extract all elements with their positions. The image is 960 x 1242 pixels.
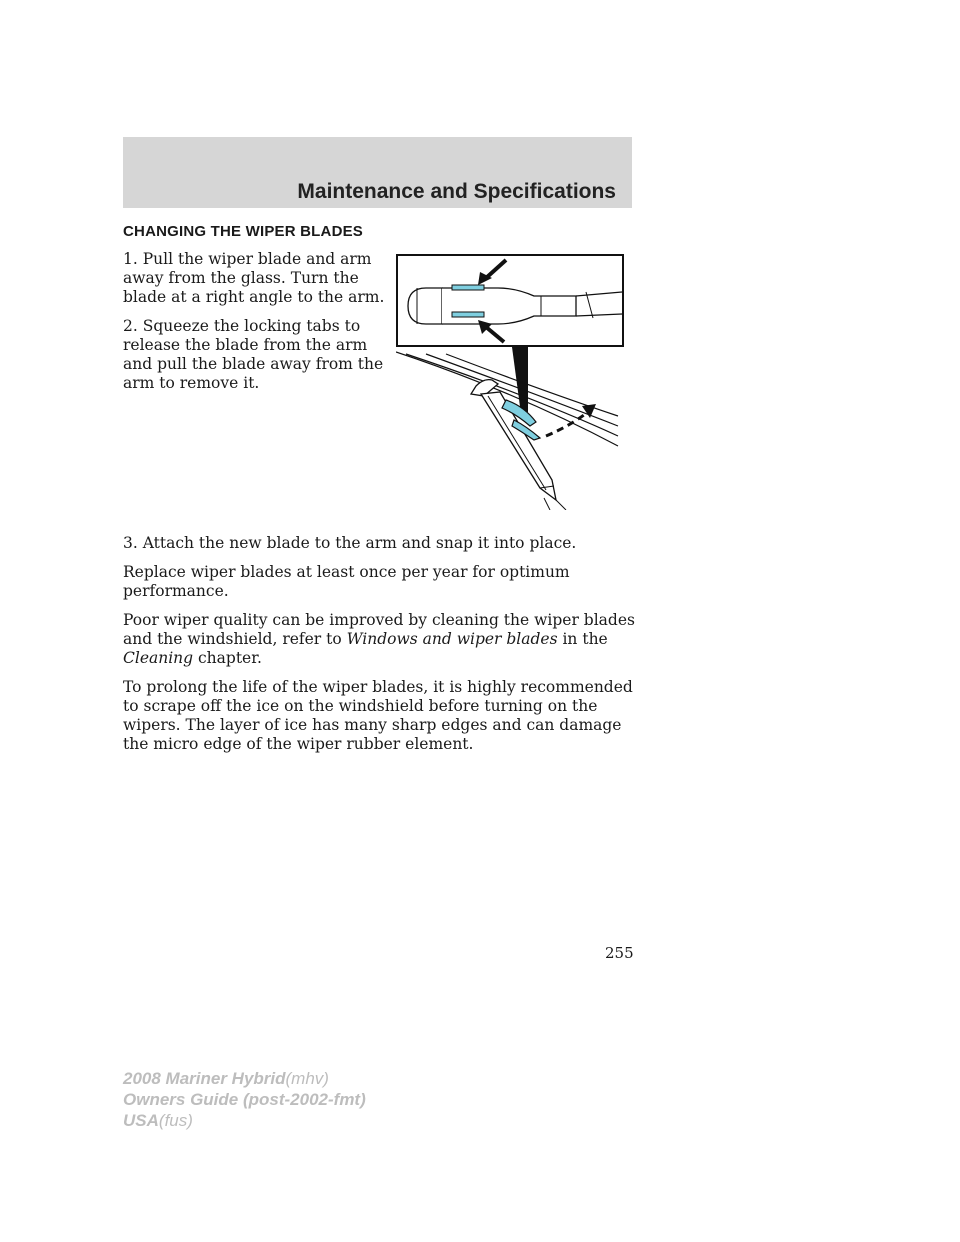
cross-reference-windows-wiper-blades: Windows and wiper blades xyxy=(346,630,558,648)
step-3: 3. Attach the new blade to the arm and snap it into place. xyxy=(123,534,577,552)
page-number: 255 xyxy=(605,944,634,962)
replace-paragraph: Replace wiper blades at least once per year for optimum performance. xyxy=(123,563,570,600)
prolong-paragraph: To prolong the life of the wiper blades, it is highly recommended to scrape off the ice on the windshield before turning on the wipers. The layer of ice has many sharp edges and can damage the micro edge of the wiper rubber element. xyxy=(123,678,633,753)
document-footer xyxy=(123,1068,366,1131)
body-text xyxy=(123,534,643,764)
quality-text-prefix: Poor wiper quality can be improved by cleaning the wiper blades and the windshield, refer to xyxy=(123,611,635,648)
locking-tab-bottom xyxy=(452,312,484,317)
locking-tab-top xyxy=(452,285,484,290)
cross-reference-cleaning-chapter: Cleaning xyxy=(123,649,194,667)
step-2: 2. Squeeze the locking tabs to release the blade from the arm and pull the blade away from the arm to remove it. xyxy=(123,317,384,392)
footer-model-code: (mhv) xyxy=(285,1069,329,1088)
footer-model: 2008 Mariner Hybrid xyxy=(123,1069,286,1088)
footer-guide: Owners Guide (post-2002-fmt) xyxy=(123,1090,366,1109)
quality-text-suffix: chapter. xyxy=(193,649,262,667)
wiper-blade-illustration xyxy=(396,254,628,510)
quality-text-mid: in the xyxy=(557,630,608,648)
steps-list xyxy=(123,250,385,403)
section-header-bar xyxy=(123,137,632,208)
step-1: 1. Pull the wiper blade and arm away from the glass. Turn the blade at a right angle to the arm. xyxy=(123,250,385,306)
quality-paragraph xyxy=(123,611,643,668)
section-heading: CHANGING THE WIPER BLADES xyxy=(123,223,364,240)
footer-market: USA xyxy=(123,1111,159,1130)
section-header-title: Maintenance and Specifications xyxy=(297,180,616,203)
footer-market-code: (fus) xyxy=(158,1111,193,1130)
